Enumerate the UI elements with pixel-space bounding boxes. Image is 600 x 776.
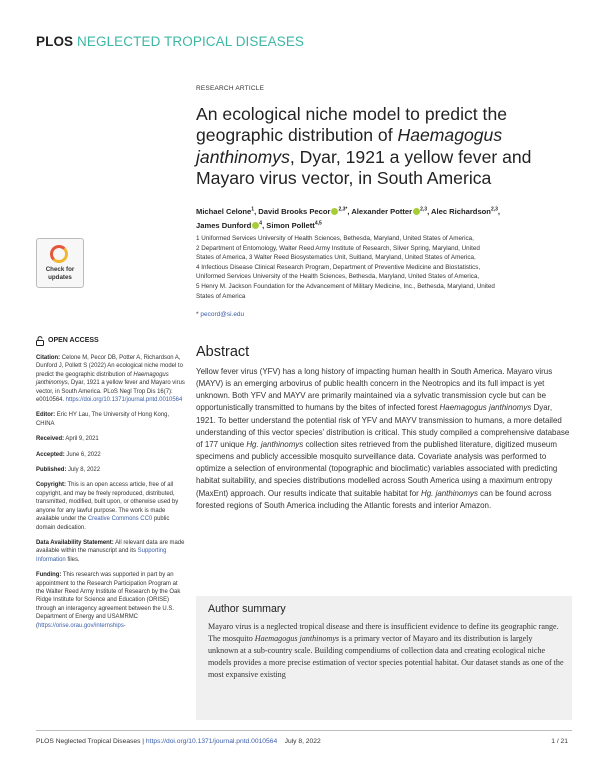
check-updates-icon bbox=[50, 245, 68, 263]
author: Alexander Potter $^{2,3}$, bbox=[351, 206, 432, 216]
funding-label: Funding: bbox=[36, 572, 62, 579]
affiliations bbox=[196, 234, 568, 301]
affiliation-line: 1 Uniformed Services University of Health Sciences, Bethesda, Maryland, United States of America, bbox=[196, 235, 474, 242]
author-name: David Brooks Pecor bbox=[258, 206, 331, 216]
title-species: Haemagogus janthinomys bbox=[196, 125, 503, 167]
footer-date: July 8, 2022 bbox=[284, 738, 321, 745]
abstract-text-1: Yellow fever virus (YFV) has a long history of impacting human health in South America. Mayaro virus (MAYV) is an emerging arbovirus of public health concern in the Neotropics and its full impact is yet unknown. Both YFV and MAYV are primarily maintained via a sylvatic transmission cycle but can be opportunistically transmitted to humans by the bites of infected forest bbox=[196, 367, 553, 413]
author-affiliation-marker: 2,3* bbox=[338, 206, 348, 212]
journal-header bbox=[36, 34, 304, 49]
editor bbox=[36, 411, 186, 428]
affiliation-line: States of America bbox=[196, 292, 246, 300]
email-link[interactable]: pecord@si.edu bbox=[200, 311, 245, 318]
author: James Dunford $^4$, bbox=[196, 220, 267, 231]
summary-text-1: Mayaro virus is a neglected tropical disease and there is insufficient evidence to define its geographic range. The mosquito bbox=[208, 622, 559, 644]
check-for-updates-badge[interactable] bbox=[36, 238, 84, 288]
abstract-species-2: Hg. janthinomys bbox=[246, 439, 304, 449]
check-updates-label bbox=[37, 266, 83, 281]
editor-label: Editor: bbox=[36, 412, 56, 419]
affiliation-line: 2 Department of Entomology, Walter Reed Army Institute of Research, Silver Spring, Maryland, United bbox=[196, 244, 480, 252]
abstract-text-3: collection sites retrieved from the published literature, digitized museum specimens and publicly accessible mosquito surveillance data. Covariate analysis was performed to optimize a selection of environmental (topographic and bioclimatic) variables associated with predicting habitat suitability, and species distributions modelled across South America using a maximum entropy (MaxEnt) approach. Our results indicate that suitable habitat for bbox=[196, 439, 558, 498]
editor-text: Eric HY Lau, The University of Hong Kong, CHINA bbox=[36, 412, 170, 427]
author-name: Michael Celone bbox=[196, 206, 252, 216]
check-updates-line2: updates bbox=[48, 273, 72, 281]
footer-separator: | bbox=[140, 738, 146, 745]
published-date bbox=[36, 466, 186, 474]
author-affiliation-marker: 4,5 bbox=[314, 220, 322, 227]
accepted-label: Accepted: bbox=[36, 451, 65, 458]
footer-citation bbox=[36, 738, 321, 745]
cc0-link[interactable]: Creative Commons CC0 bbox=[87, 516, 153, 523]
article-sidebar bbox=[36, 336, 186, 637]
author-affiliation-marker: 1 bbox=[251, 206, 255, 212]
abstract-species-1: Haemagogus janthinomys bbox=[439, 403, 532, 413]
footer-doi-link[interactable]: https://doi.org/10.1371/journal.pntd.0010564 bbox=[145, 738, 278, 745]
abstract-species-3: Hg. janthinomys bbox=[421, 488, 478, 498]
author-summary-heading: Author summary bbox=[208, 603, 286, 615]
data-availability-text-end: files. bbox=[65, 556, 80, 563]
supporting-info-link[interactable]: Supporting Information bbox=[36, 548, 167, 563]
open-access-label: OPEN ACCESS bbox=[48, 336, 99, 344]
page-number: 1 / 21 bbox=[551, 738, 568, 745]
data-availability bbox=[36, 539, 186, 564]
journal-brand: PLOS bbox=[36, 34, 74, 49]
article-type: RESEARCH ARTICLE bbox=[196, 85, 265, 92]
accepted-text: June 6, 2022 bbox=[64, 451, 101, 458]
citation-label: Citation: bbox=[36, 355, 61, 361]
check-updates-line1: Check for bbox=[45, 266, 75, 273]
data-availability-text: All relevant data are made available within the manuscript and its bbox=[36, 539, 185, 555]
author-summary-body bbox=[208, 621, 564, 681]
author: Alec Richardson$^{2,3}$, bbox=[431, 206, 501, 216]
abstract-text-4: can be found across forested regions of South America including the Atlantic forests and interior Amazon. bbox=[196, 488, 552, 510]
abstract-text-2: Dyar, 1921. To better understand the potential risk of YFV and MAYV transmission to humans, a more detailed understanding of this vector species’ distribution is critical. This study compiled a comprehensive database of 177 unique bbox=[196, 403, 570, 449]
footer-journal: PLOS Neglected Tropical Diseases bbox=[36, 738, 141, 745]
copyright-text-end: public domain dedication. bbox=[36, 516, 170, 531]
copyright-text: This is an open access article, free of all copyright, and may be freely reproduced, distributed, transmitted, modified, built upon, or otherwise used by anyone for any lawful purpose. The work is made available under the bbox=[36, 482, 179, 523]
accepted-date bbox=[36, 451, 186, 459]
abstract-body bbox=[196, 366, 572, 512]
journal-name: NEGLECTED TROPICAL DISEASES bbox=[77, 34, 305, 49]
affiliation-line: 5 Henry M. Jackson Foundation for the Advancement of Military Medicine, Inc., Bethesda, Maryland, United bbox=[196, 282, 495, 290]
article-title bbox=[196, 104, 556, 190]
author: Michael Celone$^1$, bbox=[196, 206, 259, 216]
funding bbox=[36, 571, 186, 630]
author: David Brooks Pecor $^{2,3*}$, bbox=[258, 206, 352, 216]
received-date bbox=[36, 435, 186, 443]
citation-text-end: , Dyar, 1921 a yellow fever and Mayaro virus vector, in South America. PLoS Negl Trop Dis 16(7): e0010564. bbox=[36, 380, 185, 404]
affiliation-line: Uniformed Services University of the Health Sciences, Bethesda, Maryland, United States of America, bbox=[196, 273, 480, 281]
data-availability-label: Data Availability Statement: bbox=[36, 539, 114, 546]
open-access bbox=[36, 336, 186, 346]
affiliation-line: States of America, 3 Walter Reed Biosystematics Unit, Suitland, Maryland, United States of America, bbox=[196, 254, 476, 262]
email-marker: * bbox=[196, 311, 201, 318]
funding-text: This research was supported in part by an appointment to the Research Participation Program at the Walter Reed Army Institute of Research by the Oak Ridge Institute for Science and Education (ORISE) through an interagency agreement between the U.S. Department of Energy and USAMRMC ( bbox=[36, 572, 181, 629]
author-name: Simon Pollett bbox=[266, 221, 315, 231]
citation-species: Haemagogus janthinomys bbox=[36, 371, 169, 387]
summary-species: Haemagogus janthinomys bbox=[254, 634, 340, 644]
citation-text: Celone M, Pecor DB, Potter A, Richardson A, Dunford J, Pollett S (2022) An ecological niche model to predict the geographic distribution of bbox=[36, 355, 183, 378]
received-label: Received: bbox=[36, 436, 65, 443]
published-label: Published: bbox=[36, 467, 67, 474]
author-affiliation-marker: 2,3 bbox=[420, 206, 428, 212]
title-text: An ecological niche model to predict the geographic distribution of bbox=[196, 104, 508, 146]
open-lock-icon bbox=[36, 336, 45, 346]
received-text: April 9, 2021 bbox=[64, 436, 99, 443]
corresponding-email bbox=[196, 311, 244, 318]
author bbox=[266, 221, 321, 230]
author-name: Alexander Potter bbox=[351, 206, 413, 216]
author-name: Alec Richardson bbox=[431, 206, 491, 216]
author-name: James Dunford bbox=[196, 221, 252, 231]
orise-link[interactable]: https://orise.orau.gov/internships- bbox=[37, 622, 126, 629]
citation bbox=[36, 354, 186, 404]
copyright bbox=[36, 481, 186, 531]
copyright-label: Copyright: bbox=[36, 482, 67, 489]
citation-doi-link[interactable]: https://doi.org/10.1371/journal.pntd.0010564 bbox=[65, 397, 183, 404]
summary-text-2: is a primary vector of Mayaro and its distribution is largely unknown at a sub-country scale. Building compendiums of collection data and creating ecological niche models provides a more precise estimation of vector species potential habitat. Our dataset stands as one of the most expansive existing bbox=[208, 634, 564, 680]
author-affiliation-marker: 2,3 bbox=[490, 206, 498, 212]
footer-divider bbox=[36, 730, 572, 731]
author-affiliation-marker: 4 bbox=[259, 220, 263, 227]
author-list bbox=[196, 203, 568, 232]
abstract-heading: Abstract bbox=[196, 344, 250, 360]
affiliation-line: 4 Infectious Disease Clinical Research Program, Department of Preventive Medicine and Biostatistics, bbox=[196, 263, 481, 271]
published-text: July 8, 2022 bbox=[66, 467, 101, 474]
title-text-end: , Dyar, 1921 a yellow fever and Mayaro virus vector, in South America bbox=[196, 146, 532, 189]
